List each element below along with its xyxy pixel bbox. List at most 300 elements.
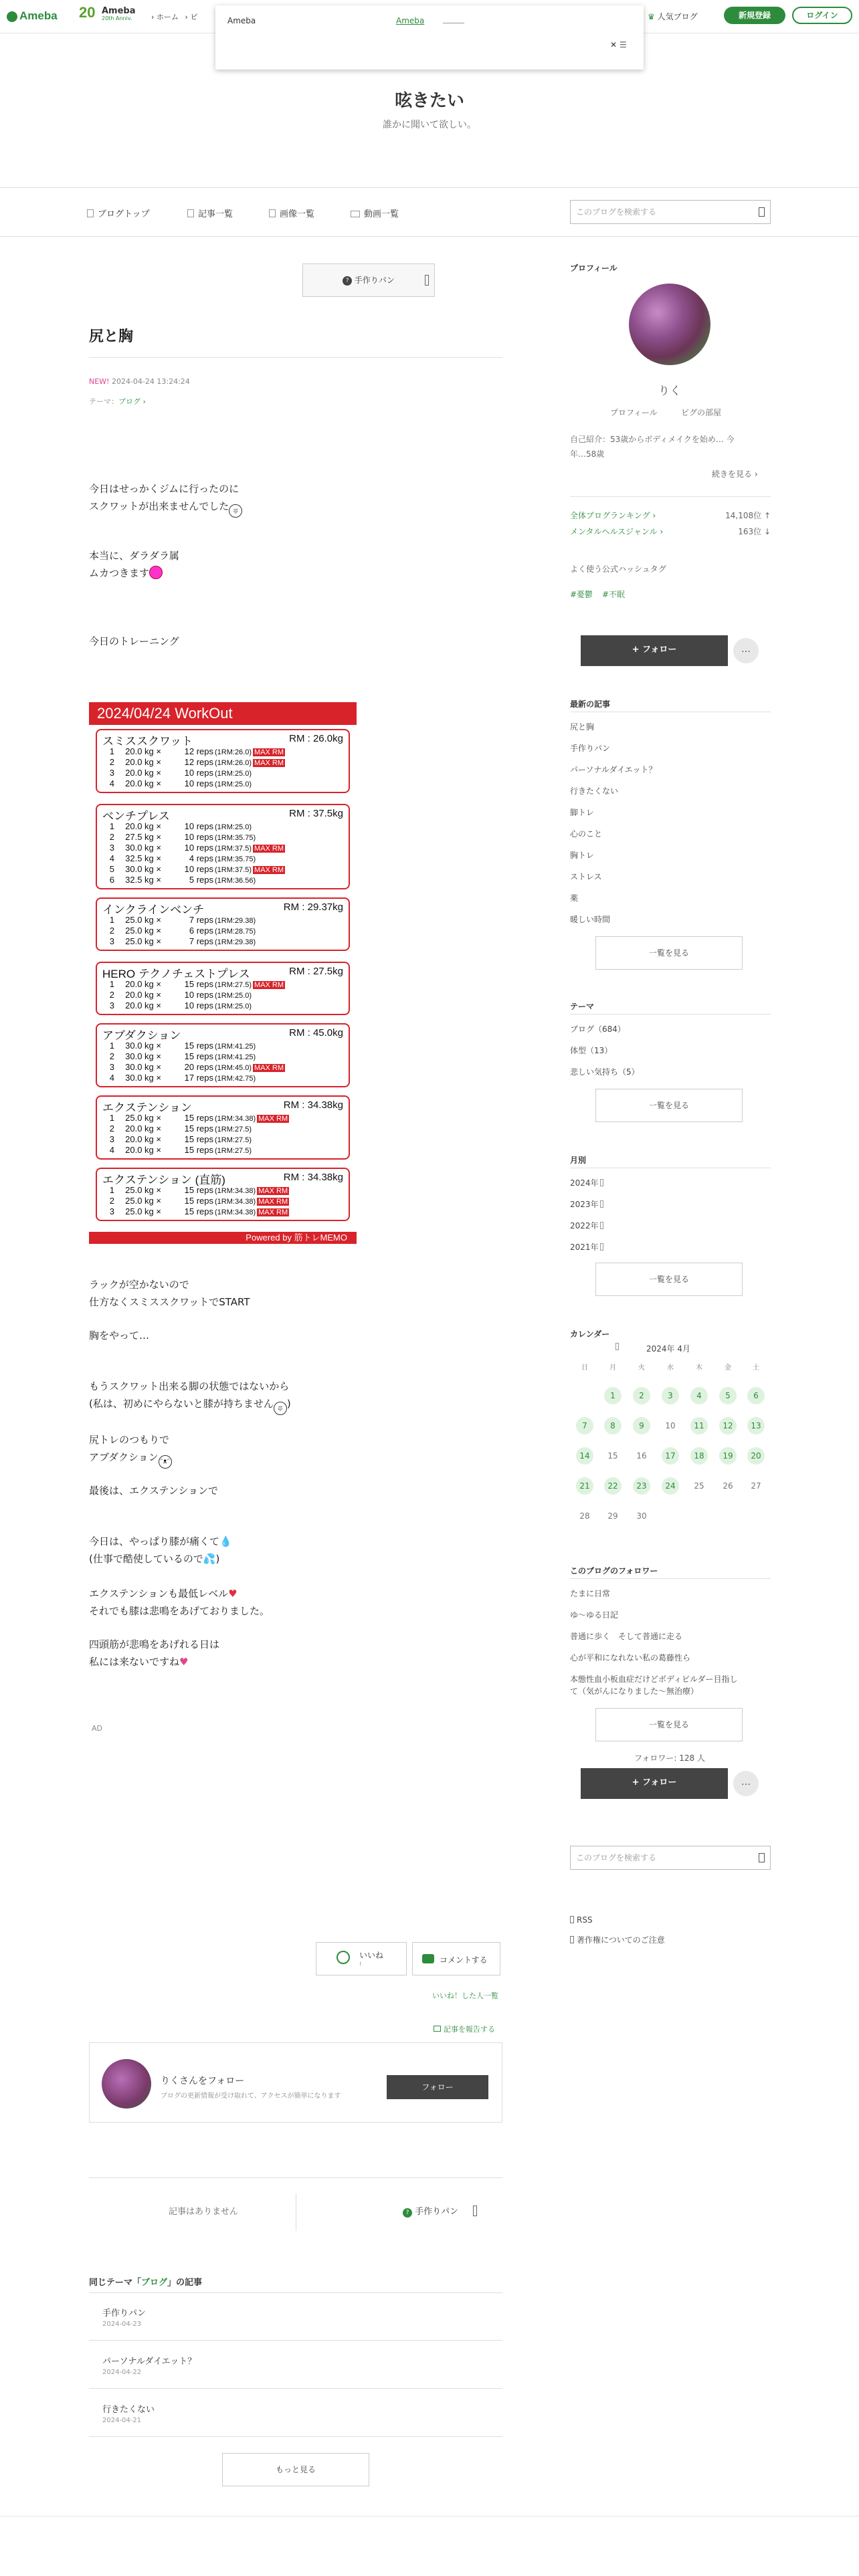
exercise-box	[96, 1095, 350, 1160]
profile-avatar[interactable]	[629, 284, 710, 365]
calendar-day[interactable]: 22	[604, 1477, 622, 1495]
set-reps: 6 reps	[189, 926, 213, 936]
theme-link[interactable]: ブログ	[118, 397, 140, 406]
set-1rm: (1RM:41.25)	[215, 1053, 256, 1061]
year-item[interactable]: 2024年	[570, 1177, 603, 1188]
angry-face-icon	[149, 566, 163, 579]
article-paragraph: エクステンションも最低レベル♥ それでも膝は悲鳴をあげておりました。	[89, 1588, 270, 1617]
set-weight: 20.0 kg ×	[125, 1123, 161, 1134]
blog-nav	[0, 187, 859, 237]
blog-search-input[interactable]: このブログを検索する	[570, 200, 771, 224]
calendar-day[interactable]: 8	[604, 1417, 622, 1434]
chevron-left-icon[interactable]	[615, 1343, 619, 1350]
breadcrumb-home[interactable]: ホーム	[156, 13, 179, 21]
set-row	[97, 864, 285, 875]
calendar-day[interactable]: 6	[747, 1387, 765, 1404]
more-options-button[interactable]: …	[733, 638, 759, 663]
profile-intro: 自己紹介：53歳からボディメイクを始め… 今 年…58歳	[570, 435, 735, 459]
login-button[interactable]: ログイン	[792, 7, 852, 24]
video-icon	[351, 211, 360, 217]
set-reps: 10 reps	[184, 843, 213, 853]
set-reps: 10 reps	[184, 832, 213, 842]
follower-item[interactable]: ゆ〜ゆる日記	[570, 1610, 619, 1620]
set-row	[97, 1206, 289, 1217]
hashtag-link[interactable]: #憂鬱	[570, 590, 593, 599]
report-link[interactable]: 記事を報告する	[434, 2024, 495, 2034]
more-related-button[interactable]: もっと見る	[222, 2453, 369, 2486]
follow-card-button[interactable]: フォロー	[387, 2075, 488, 2099]
calendar-day[interactable]: 14	[576, 1447, 593, 1465]
profile-heading: プロフィール	[570, 263, 617, 273]
set-weight: 25.0 kg ×	[125, 936, 161, 946]
theme-list-button[interactable]: 一覧を見る	[595, 1089, 743, 1122]
set-number: 4	[109, 1073, 114, 1083]
divider	[570, 496, 771, 497]
set-number: 1	[109, 1113, 114, 1123]
followers-list-button[interactable]: 一覧を見る	[595, 1708, 743, 1741]
max-rm-badge: MAX RM	[254, 759, 284, 767]
set-1rm: (1RM:28.75)	[215, 928, 256, 936]
recent-article-link[interactable]: 胸トレ	[570, 851, 595, 860]
set-reps: 10 reps	[184, 768, 213, 778]
nav-image-list[interactable]: 画像一覧	[269, 207, 314, 219]
signup-button[interactable]: 新規登録	[724, 7, 785, 24]
set-weight: 25.0 kg ×	[125, 1113, 161, 1123]
article-title[interactable]: 尻と胸	[89, 328, 134, 345]
set-number: 2	[109, 1123, 114, 1134]
exercise-rm: RM : 45.0kg	[289, 1027, 343, 1039]
set-1rm: (1RM:45.0)	[215, 1064, 252, 1072]
profile-link[interactable]: プロフィール	[610, 408, 658, 417]
calendar-month: 2024年 4月	[646, 1344, 690, 1354]
chevron-right-icon: ›	[185, 13, 188, 21]
set-reps: 10 reps	[184, 1000, 213, 1010]
set-reps: 17 reps	[184, 1073, 213, 1083]
calendar-day[interactable]: 23	[633, 1477, 650, 1495]
recent-article-link[interactable]: ストレス	[570, 872, 602, 881]
follower-item[interactable]: 本態性血小板血症だけどボディビルダー目指し て（気がんになりました〜無治療）	[570, 1675, 738, 1696]
copyright-link[interactable]: 著作権についてのご注意	[570, 1934, 665, 1945]
set-number: 2	[109, 1051, 114, 1061]
exercise-box	[96, 962, 350, 1015]
breadcrumb-item[interactable]: ピ	[190, 13, 198, 21]
set-1rm: (1RM:29.38)	[215, 938, 256, 946]
calendar-day[interactable]: 2	[633, 1387, 650, 1404]
calendar-day[interactable]: 11	[690, 1417, 708, 1434]
max-rm-badge: MAX RM	[258, 1115, 288, 1123]
set-row	[97, 1062, 285, 1073]
recent-article-link[interactable]: 脚トレ	[570, 808, 595, 817]
chevron-right-icon: ›	[752, 469, 758, 479]
set-reps: 15 reps	[184, 1041, 213, 1051]
chevron-right-icon	[425, 275, 429, 286]
max-rm-badge: MAX RM	[254, 845, 284, 853]
calendar-day: 30	[636, 1511, 647, 1521]
set-reps: 15 reps	[184, 1113, 213, 1123]
theme-item[interactable]: 体型（13）	[570, 1046, 613, 1055]
calendar-day[interactable]: 1	[604, 1387, 622, 1404]
article-theme: テーマ：ブログ ›	[89, 397, 146, 406]
set-row	[97, 926, 256, 936]
set-row	[97, 853, 256, 864]
menu-icon[interactable]: ☰	[619, 40, 627, 49]
recent-article-link[interactable]: 薬	[570, 893, 579, 903]
set-row	[97, 1000, 252, 1011]
set-reps: 10 reps	[184, 864, 213, 874]
set-row	[97, 757, 285, 768]
exercise-box	[96, 1168, 350, 1221]
home-icon	[87, 209, 94, 217]
profile-name[interactable]: りく	[658, 385, 681, 398]
set-weight: 25.0 kg ×	[125, 1185, 161, 1195]
year-item[interactable]: 2022年	[570, 1220, 603, 1231]
set-1rm: (1RM:34.38)	[215, 1208, 256, 1216]
broken-heart-icon: ♥	[228, 1588, 237, 1600]
set-reps: 15 reps	[184, 1206, 213, 1216]
related-item[interactable]: 行きたくない 2024-04-21	[89, 2389, 502, 2437]
article-datetime: 2024-04-24 13:24:24	[111, 377, 190, 386]
set-weight: 25.0 kg ×	[125, 915, 161, 925]
crying-face-icon: ಥ	[229, 504, 242, 518]
crown-icon: ♛	[648, 12, 655, 21]
set-1rm: (1RM:35.75)	[215, 855, 256, 863]
exercise-rm: RM : 27.5kg	[289, 966, 343, 977]
article-paragraph: 今日はせっかくジムに行ったのに スクワットが出来ませんでした ಥ	[89, 480, 242, 518]
calendar-day: 29	[607, 1511, 618, 1521]
month-list-button[interactable]: 一覧を見る	[595, 1263, 743, 1296]
chevron-right-icon	[473, 2206, 477, 2216]
set-number: 3	[109, 1000, 114, 1010]
comment-icon	[422, 1954, 434, 1963]
recent-article-link[interactable]: 手作りパン	[570, 744, 611, 753]
sidebar-search-input[interactable]: このブログを検索する	[570, 1846, 771, 1870]
set-weight: 30.0 kg ×	[125, 843, 161, 853]
ad-label: AD	[92, 1724, 102, 1733]
set-row	[97, 915, 256, 926]
set-reps: 15 reps	[184, 979, 213, 989]
set-1rm: (1RM:37.5)	[215, 866, 252, 874]
set-row	[97, 778, 252, 789]
set-number: 3	[109, 843, 114, 853]
set-number: 1	[109, 979, 114, 989]
blog-description: 誰かに聞いて欲しい。	[383, 120, 476, 130]
set-reps: 15 reps	[184, 1051, 213, 1061]
set-row	[97, 1073, 256, 1083]
exercise-rm: RM : 34.38kg	[283, 1099, 343, 1111]
laughing-face-icon: ᵔᴥᵔ	[159, 1455, 172, 1469]
recent-article-link[interactable]: 暖しい時間	[570, 915, 611, 924]
max-rm-badge: MAX RM	[258, 1187, 288, 1195]
search-icon[interactable]	[759, 1853, 765, 1862]
article-paragraph: 本当に、ダラダラ属 ムカつきます	[89, 550, 179, 579]
recent-article-link[interactable]: 尻と胸	[570, 722, 595, 732]
related-item[interactable]: パーソナルダイエット？ 2024-04-22	[89, 2341, 502, 2389]
set-1rm: (1RM:27.5)	[215, 1147, 252, 1155]
chevron-down-icon	[600, 1243, 603, 1251]
set-row	[97, 936, 256, 947]
workout-footer: Powered by 筋トレMEMO	[89, 1232, 357, 1244]
popup-label: Ameba	[227, 16, 256, 25]
flag-icon	[434, 2026, 441, 2032]
set-weight: 20.0 kg ×	[125, 757, 161, 767]
chevron-right-icon: ›	[140, 397, 146, 406]
weekday-label: 水	[667, 1364, 674, 1372]
set-reps: 15 reps	[184, 1123, 213, 1134]
follower-item[interactable]: 普通に歩く そして普通に走る	[570, 1632, 683, 1641]
set-number: 3	[109, 1206, 114, 1216]
article-paragraph: 今日は、やっぱり膝が痛くて💧 (仕事で酷使しているので💦)	[89, 1535, 232, 1565]
set-1rm: (1RM:27.5)	[215, 1125, 252, 1134]
calendar-day[interactable]: 5	[719, 1387, 737, 1404]
chevron-down-icon	[600, 1200, 603, 1208]
follow-card	[89, 2042, 502, 2123]
popup-link[interactable]: Ameba	[396, 16, 425, 25]
set-1rm: (1RM:34.38)	[215, 1198, 256, 1206]
recent-article-link[interactable]: 行きたくない	[570, 786, 619, 796]
weekday-label: 火	[638, 1364, 645, 1372]
set-reps: 10 reps	[184, 821, 213, 831]
close-icon[interactable]: ✕	[610, 40, 617, 49]
list-icon	[187, 209, 194, 217]
set-weight: 20.0 kg ×	[125, 746, 161, 756]
set-number: 2	[109, 757, 114, 767]
set-row	[97, 832, 256, 843]
calendar-day[interactable]: 13	[747, 1417, 765, 1434]
max-rm-badge: MAX RM	[254, 748, 284, 756]
workout-title: 2024/04/24 WorkOut	[89, 702, 357, 725]
weekday-label: 木	[696, 1364, 702, 1372]
like-button[interactable]: いいね !	[316, 1942, 407, 1975]
nav-blog-top[interactable]: ブログトップ	[87, 207, 150, 219]
popular-blog-link[interactable]: ♛ 人気ブログ	[648, 12, 698, 21]
anniversary-sub: 20th Anniv.	[102, 15, 132, 21]
follower-count: フォロワー: 128 人	[634, 1753, 705, 1763]
heart-icon: ♥	[179, 1656, 189, 1668]
no-article-text: 記事はありません	[169, 2207, 239, 2217]
rss-link[interactable]: RSS	[570, 1915, 593, 1925]
calendar-day[interactable]: 9	[633, 1417, 650, 1434]
next-article-link[interactable]: ? 手作りパン	[403, 2204, 477, 2218]
exercise-name: エクステンション	[102, 1101, 192, 1114]
follower-item[interactable]: 心が平和になれない私の葛藤性ら	[570, 1653, 691, 1662]
comment-button[interactable]: コメントする	[412, 1942, 500, 1975]
weekday-label: 月	[609, 1364, 616, 1372]
hashtag-heading: よく使う公式ハッシュタグ	[570, 564, 666, 574]
set-1rm: (1RM:35.75)	[215, 834, 256, 842]
set-number: 6	[109, 875, 114, 885]
weekday-label: 金	[725, 1364, 731, 1372]
exercise-name: ベンチプレス	[102, 810, 170, 823]
set-1rm: (1RM:26.0)	[215, 748, 252, 756]
avatar[interactable]	[102, 2059, 151, 2109]
set-number: 1	[109, 746, 114, 756]
nav-video-list[interactable]: 動画一覧	[351, 207, 399, 219]
max-rm-badge: MAX RM	[254, 866, 284, 874]
liked-users-link[interactable]: いいね！した人一覧	[432, 1992, 498, 2000]
title-divider	[89, 357, 502, 358]
follow-card-desc: ブログの更新情報が受け取れて、アクセスが簡単になります	[161, 2092, 341, 2100]
set-weight: 25.0 kg ×	[125, 1196, 161, 1206]
calendar-day[interactable]: 17	[662, 1447, 679, 1465]
set-number: 1	[109, 821, 114, 831]
related-heading: 同じテーマ「ブログ」の記事	[89, 2278, 203, 2288]
set-weight: 30.0 kg ×	[125, 1051, 161, 1061]
set-weight: 25.0 kg ×	[125, 926, 161, 936]
article-paragraph: 今日のトレーニング	[89, 635, 179, 647]
set-weight: 20.0 kg ×	[125, 1000, 161, 1010]
exercise-rm: RM : 26.0kg	[289, 733, 343, 744]
set-1rm: (1RM:37.5)	[215, 845, 252, 853]
crying-face-icon: ಥ	[274, 1402, 287, 1415]
hashtag-link[interactable]: #不眠	[602, 590, 626, 599]
max-rm-badge: MAX RM	[254, 1064, 284, 1072]
read-more-link[interactable]: 続きを見る ›	[712, 469, 758, 479]
theme-item[interactable]: ブログ（684）	[570, 1025, 626, 1034]
info-icon: ?	[403, 2208, 412, 2218]
set-1rm: (1RM:25.0)	[215, 780, 252, 788]
set-row	[97, 990, 252, 1000]
set-number: 2	[109, 926, 114, 936]
set-1rm: (1RM:25.0)	[215, 1002, 252, 1010]
calendar-day[interactable]: 19	[719, 1447, 737, 1465]
set-number: 1	[109, 1185, 114, 1195]
set-weight: 30.0 kg ×	[125, 864, 161, 874]
max-rm-badge: MAX RM	[254, 981, 284, 989]
year-item[interactable]: 2023年	[570, 1198, 603, 1210]
calendar-day[interactable]: 24	[662, 1477, 679, 1495]
exercise-name: スミススクワット	[102, 735, 193, 748]
arrow-up-icon: ↑	[763, 511, 771, 520]
set-1rm: (1RM:26.0)	[215, 759, 252, 767]
set-weight: 25.0 kg ×	[125, 1206, 161, 1216]
calendar-day[interactable]: 4	[690, 1387, 708, 1404]
set-reps: 12 reps	[184, 746, 213, 756]
set-reps: 12 reps	[184, 757, 213, 767]
pig-room-link[interactable]: ピグの部屋	[681, 408, 722, 417]
set-reps: 4 reps	[189, 853, 213, 863]
set-1rm: (1RM:41.25)	[215, 1043, 256, 1051]
sweat-icon: 💦	[203, 1553, 216, 1565]
ameba-logo-icon	[7, 11, 17, 22]
chevron-right-icon: ›	[151, 13, 155, 21]
set-number: 3	[109, 1062, 114, 1072]
article-paragraph: 胸をやって…	[89, 1329, 150, 1341]
set-reps: 15 reps	[184, 1145, 213, 1155]
calendar-day[interactable]: 3	[662, 1387, 679, 1404]
year-item[interactable]: 2021年	[570, 1241, 603, 1253]
set-reps: 10 reps	[184, 990, 213, 1000]
anniversary-logo[interactable]	[79, 4, 136, 21]
set-number: 2	[109, 832, 114, 842]
new-badge: NEW!	[89, 377, 110, 386]
nav-article-list[interactable]: 記事一覧	[187, 207, 233, 219]
exercise-box	[96, 804, 350, 889]
set-weight: 30.0 kg ×	[125, 1073, 161, 1083]
set-row	[97, 875, 256, 885]
set-reps: 5 reps	[189, 875, 213, 885]
calendar-day[interactable]: 21	[576, 1477, 593, 1495]
follow-button[interactable]: + フォロー	[581, 1768, 728, 1799]
ameba-logo[interactable]: Ameba	[7, 9, 58, 23]
chevron-down-icon	[600, 1179, 603, 1186]
set-number: 4	[109, 853, 114, 863]
set-weight: 20.0 kg ×	[125, 1134, 161, 1144]
smile-icon	[337, 1951, 350, 1964]
set-row	[97, 1134, 252, 1145]
set-weight: 20.0 kg ×	[125, 821, 161, 831]
theme-heading: テーマ	[570, 1002, 595, 1011]
set-row	[97, 1196, 289, 1206]
max-rm-badge: MAX RM	[258, 1198, 288, 1206]
calendar-day[interactable]: 20	[747, 1447, 765, 1465]
anniversary-number: 20	[79, 4, 96, 21]
calendar-day: 25	[694, 1481, 704, 1491]
calendar-heading: カレンダー	[570, 1329, 610, 1339]
follower-item[interactable]: たまに日常	[570, 1589, 611, 1598]
blog-title[interactable]: 呟きたい	[394, 91, 464, 111]
workout-card	[89, 702, 357, 1244]
theme-item[interactable]: 悲しい気持ち（5）	[570, 1067, 640, 1077]
set-weight: 32.5 kg ×	[125, 875, 161, 885]
droplet-icon: 💧	[219, 1535, 232, 1547]
set-number: 2	[109, 1196, 114, 1206]
set-number: 4	[109, 1145, 114, 1155]
set-row	[97, 1185, 289, 1196]
exercise-name: HERO テクノチェストプレス	[102, 968, 250, 980]
calendar-day: 26	[723, 1481, 733, 1491]
recent-list-button[interactable]: 一覧を見る	[595, 936, 743, 970]
follow-card-title: りくさんをフォロー	[161, 2076, 245, 2086]
info-icon: ?	[343, 276, 352, 286]
set-reps: 20 reps	[184, 1062, 213, 1072]
set-number: 3	[109, 936, 114, 946]
calendar-day[interactable]: 7	[576, 1417, 593, 1434]
related-item[interactable]: 手作りパン 2024-04-23	[89, 2292, 502, 2341]
chevron-down-icon	[600, 1222, 603, 1229]
prev-article-button[interactable]: ? 手作りパン	[302, 263, 435, 297]
set-reps: 15 reps	[184, 1196, 213, 1206]
divider	[89, 2177, 502, 2178]
more-options-button[interactable]: …	[733, 1771, 759, 1796]
recent-article-link[interactable]: 心のこと	[570, 829, 603, 839]
arrow-down-icon: ↓	[763, 527, 771, 536]
divider	[570, 1578, 771, 1579]
set-reps: 15 reps	[184, 1185, 213, 1195]
calendar-day: 27	[751, 1481, 761, 1491]
calendar-day[interactable]: 12	[719, 1417, 737, 1434]
set-1rm: (1RM:29.38)	[215, 917, 256, 925]
weekday-label: 日	[581, 1364, 588, 1372]
set-1rm: (1RM:25.0)	[215, 823, 252, 831]
follow-button[interactable]: + フォロー	[581, 635, 728, 666]
calendar-day: 28	[579, 1511, 590, 1521]
set-number: 2	[109, 990, 114, 1000]
set-row	[97, 843, 285, 853]
max-rm-badge: MAX RM	[258, 1208, 288, 1216]
set-row	[97, 746, 285, 757]
ranking-all[interactable]: 全体ブログランキング › 14,108位 ↑	[570, 511, 771, 520]
ranking-genre[interactable]: メンタルヘルスジャンル › 163位 ↓	[570, 527, 771, 536]
set-1rm: (1RM:25.0)	[215, 770, 252, 778]
set-row	[97, 1113, 289, 1123]
set-row	[97, 979, 285, 990]
calendar-day[interactable]: 18	[690, 1447, 708, 1465]
exercise-box	[96, 897, 350, 951]
recent-article-link[interactable]: パーソナルダイエット？	[570, 765, 657, 774]
calendar-day: 10	[665, 1421, 676, 1430]
search-icon[interactable]	[759, 207, 765, 217]
article-paragraph: もうスクワット出来る脚の状態ではないから (私は、初めにやらないと膝が持ちません ಥ )	[89, 1378, 291, 1415]
